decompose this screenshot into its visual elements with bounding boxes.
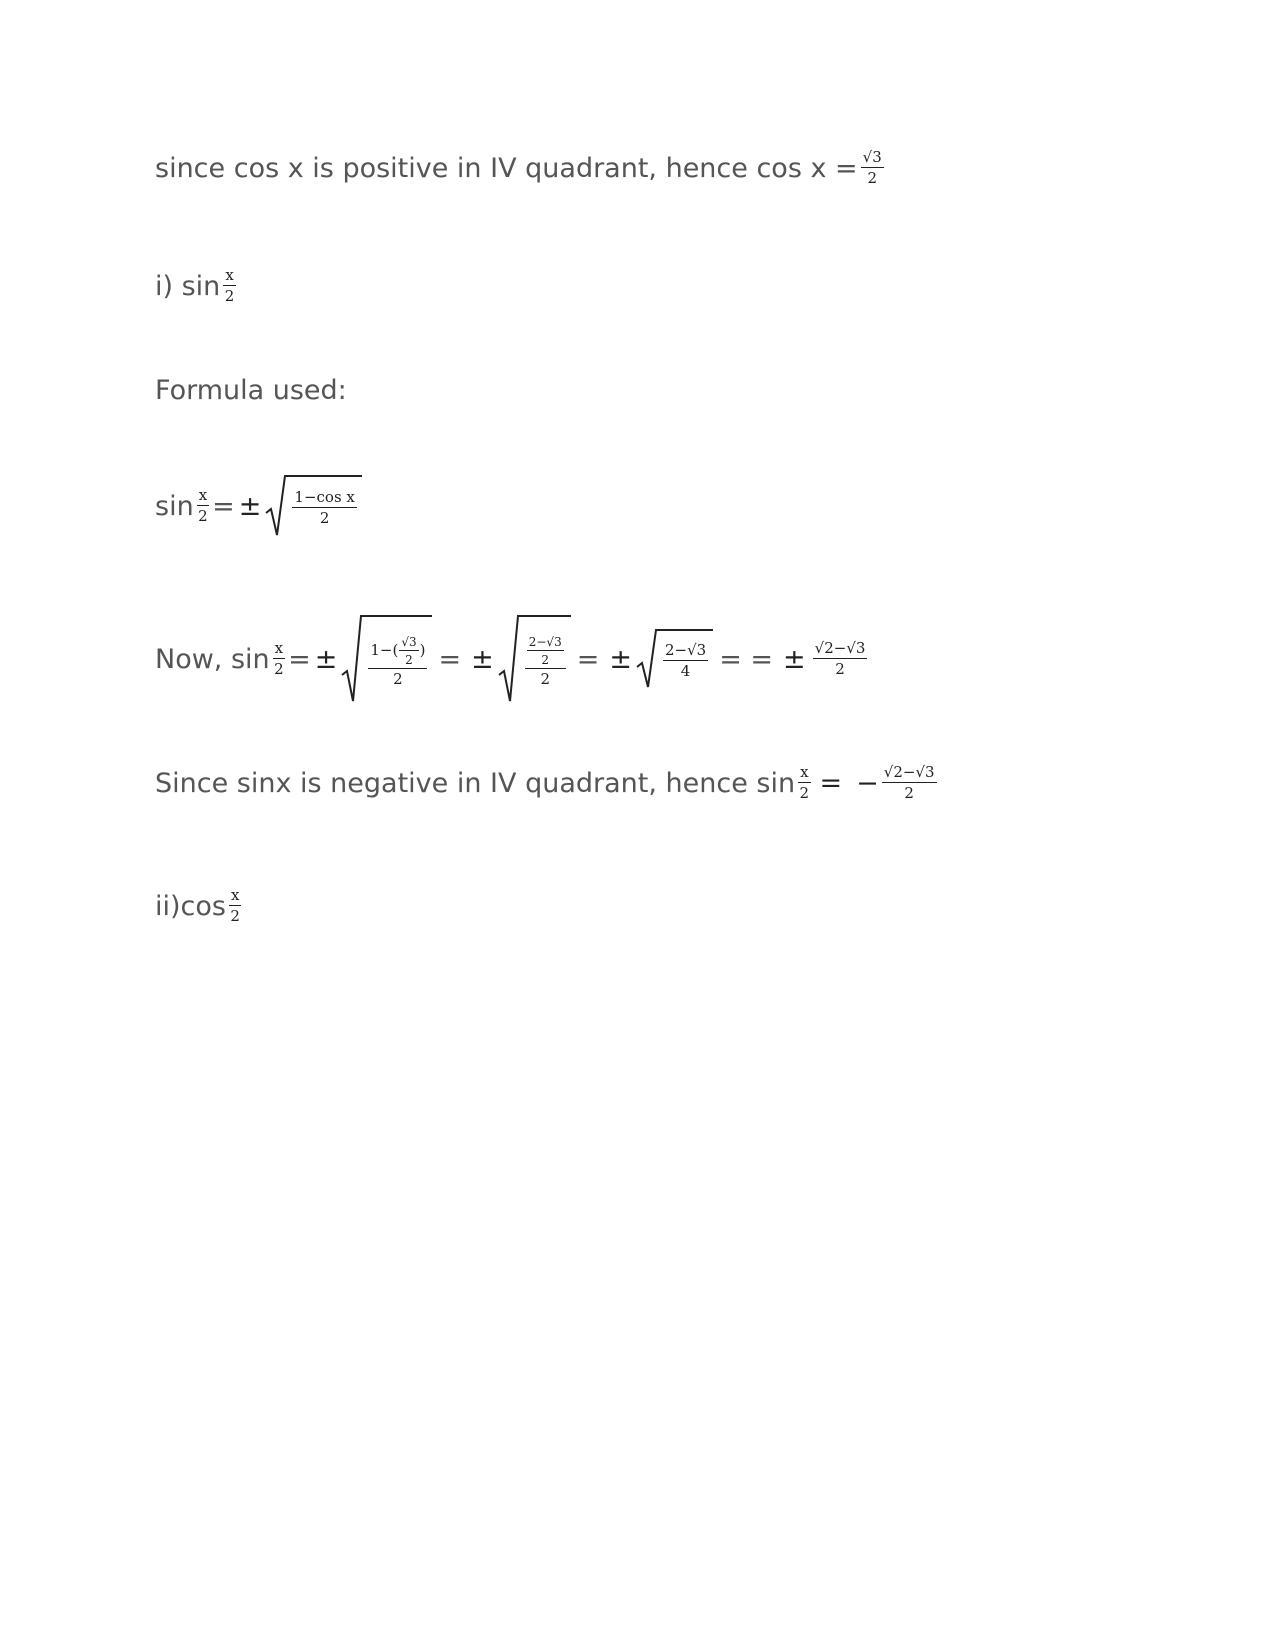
- fraction-denominator: 2: [540, 669, 550, 688]
- fraction-numerator: 2−√3: [528, 634, 562, 649]
- equals-sign: =: [576, 643, 600, 675]
- equals-sign: =: [212, 490, 235, 522]
- term1-one-minus: 1−(: [370, 641, 399, 659]
- double-equals-sign: = =: [719, 643, 774, 675]
- half-angle-formula: [155, 475, 362, 537]
- cos-positive-text: since cos x is positive in IV quadrant, hence cos x =: [155, 152, 858, 184]
- x-over-2-fraction: [798, 765, 810, 801]
- fraction-denominator: 2: [198, 507, 208, 525]
- fraction-numerator: x: [198, 486, 208, 504]
- sin-half-computation: [155, 615, 870, 703]
- fraction-denominator: 2: [835, 660, 845, 678]
- fraction-denominator: 2: [904, 784, 914, 802]
- equals-sign: =: [819, 767, 843, 799]
- fraction-numerator: √2−√3: [883, 763, 935, 781]
- fraction-denominator: 2: [541, 652, 550, 667]
- sin-label: sin: [155, 490, 194, 522]
- plus-minus-sign: ±: [471, 643, 494, 675]
- radical-sign-icon: [341, 615, 363, 703]
- fraction-numerator: x: [225, 266, 234, 284]
- radical-term-1: [341, 615, 432, 703]
- radical-sign-icon: [265, 475, 287, 537]
- minus-sign: −: [856, 767, 879, 799]
- fraction-numerator: x: [274, 639, 284, 657]
- fraction-denominator: 2: [393, 669, 403, 688]
- plus-minus-sign: ±: [314, 643, 338, 675]
- radical-term-2: [498, 615, 571, 703]
- x-over-2-fraction: [229, 888, 241, 924]
- term4-fraction: [813, 641, 868, 677]
- fraction-numerator: √2−√3: [814, 639, 866, 657]
- root3-over-2-fraction: [861, 150, 884, 186]
- formula-used-label: Formula used:: [155, 375, 347, 406]
- equals-sign: =: [288, 643, 311, 675]
- term3-fraction: [663, 643, 708, 679]
- fraction-numerator: √3: [401, 634, 417, 649]
- plus-minus-sign: ±: [609, 643, 632, 675]
- x-over-2-fraction: [273, 641, 285, 677]
- now-sin-label: Now, sin: [155, 643, 270, 675]
- fraction-numerator: 2−√3: [664, 641, 707, 659]
- fraction-numerator: √3: [862, 148, 882, 166]
- line-sin-negative: [155, 765, 940, 801]
- radical-term-3: [636, 629, 713, 689]
- line-cos-positive: [155, 150, 887, 186]
- fraction-denominator: 2: [319, 509, 330, 527]
- fraction-denominator: 4: [680, 662, 691, 680]
- fraction-denominator: 2: [867, 169, 877, 187]
- x-over-2-fraction: [197, 488, 209, 524]
- plus-minus-sign: ±: [783, 643, 806, 675]
- inner-2-minus-root3-over-2: [527, 636, 564, 666]
- term1-fraction: [368, 636, 427, 687]
- part-i-label: i) sin: [155, 270, 221, 302]
- fraction-denominator: 2: [405, 652, 413, 667]
- sin-negative-text: Since sinx is negative in IV quadrant, hence sin: [155, 767, 796, 799]
- one-minus-cos-over-2: [292, 490, 356, 526]
- term1-close-paren: ): [419, 641, 426, 659]
- radical-sign-icon: [636, 629, 658, 689]
- equals-sign: =: [438, 643, 462, 675]
- result-fraction: [882, 765, 937, 801]
- plus-minus-sign: ±: [238, 490, 262, 522]
- part-i-heading: [155, 268, 239, 304]
- part-ii-heading: [155, 888, 244, 924]
- part-ii-label: ii)cos: [155, 890, 226, 922]
- formula-radical: [265, 475, 361, 537]
- x-over-2-fraction: [223, 268, 235, 304]
- formula-used-heading: [155, 375, 347, 406]
- fraction-numerator: 1−cos x: [294, 488, 355, 506]
- fraction-denominator: 2: [799, 784, 810, 802]
- inner-root3-over-2: [399, 636, 418, 666]
- fraction-numerator: x: [800, 763, 809, 781]
- fraction-denominator: 2: [230, 907, 240, 925]
- fraction-denominator: 2: [274, 660, 284, 678]
- term2-fraction: [525, 636, 566, 687]
- fraction-numerator: x: [230, 886, 240, 904]
- radical-sign-icon: [498, 615, 520, 703]
- fraction-denominator: 2: [224, 287, 235, 305]
